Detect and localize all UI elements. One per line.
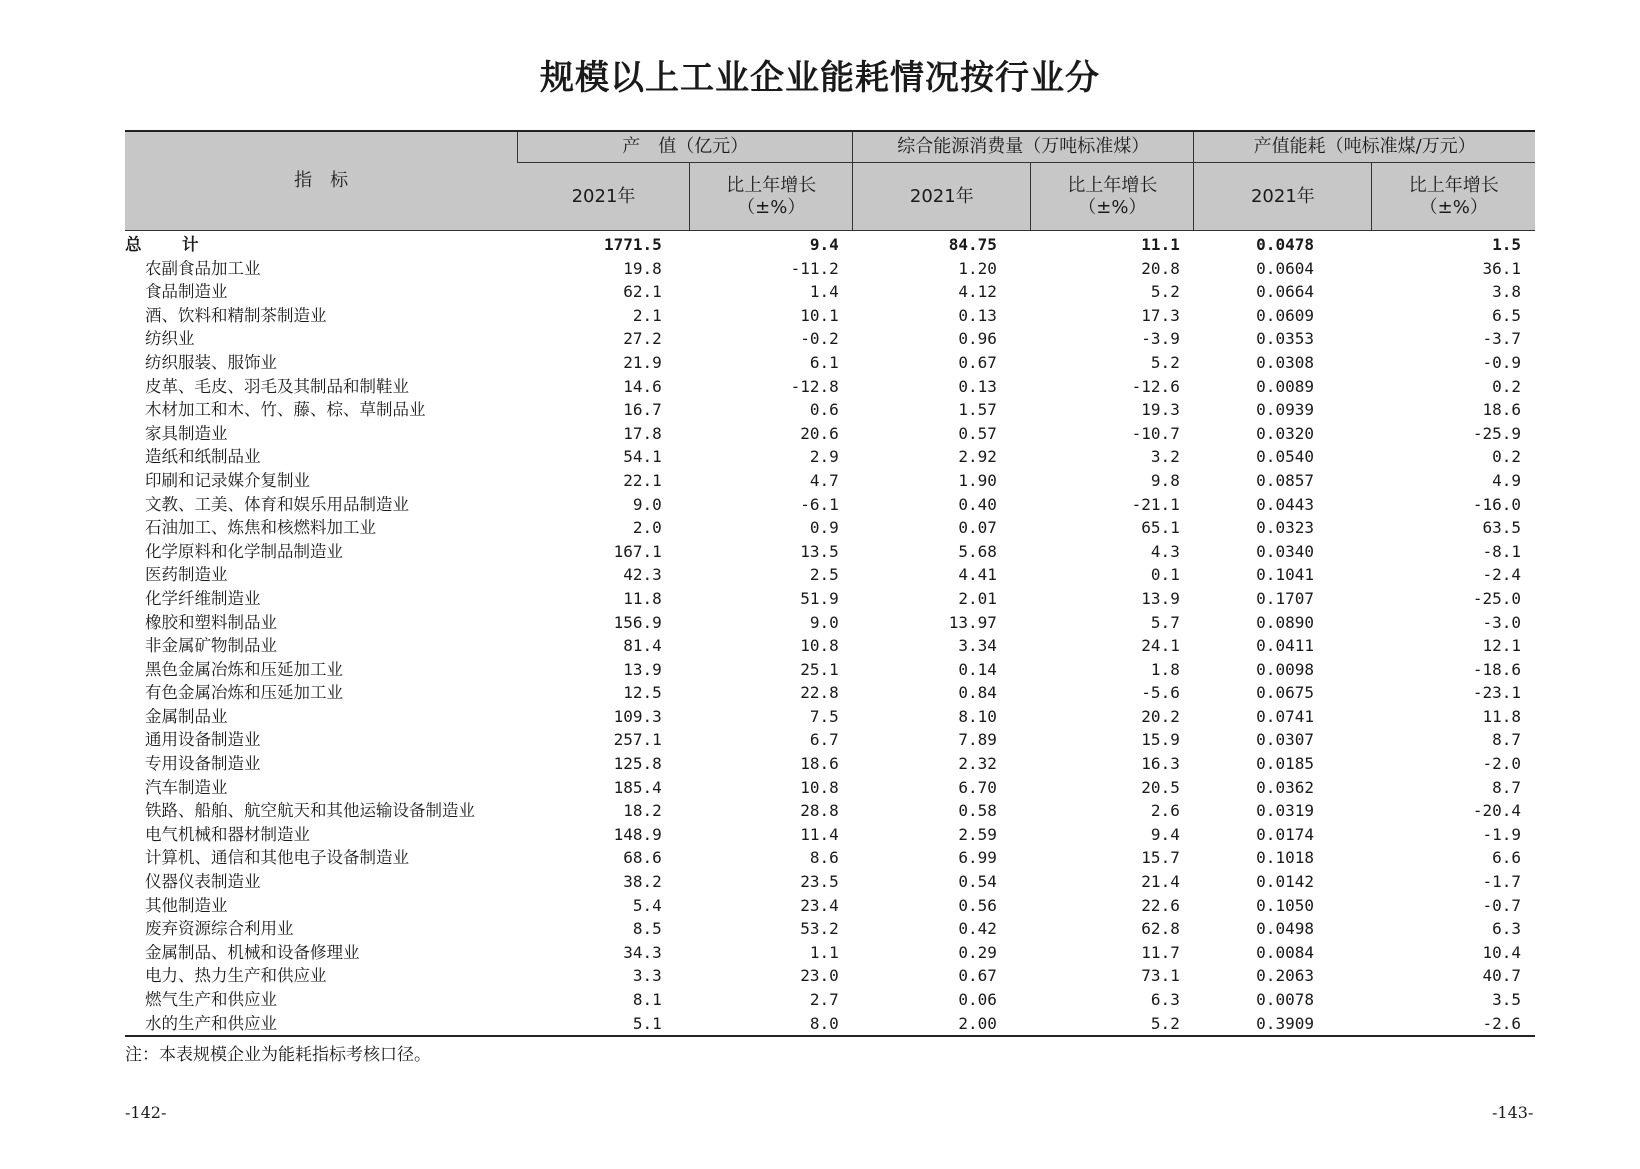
value-cell: 22.8 [800, 683, 839, 703]
value-cell: 6.3 [1492, 919, 1521, 939]
value-cell: 0.0498 [1256, 919, 1314, 939]
table-row [125, 587, 1535, 611]
value-cell: 0.67 [958, 352, 997, 372]
value-cell: 38.2 [623, 872, 662, 892]
table-row [125, 752, 1535, 776]
value-cell: -2.4 [1482, 565, 1521, 585]
value-cell: 36.1 [1482, 258, 1521, 278]
industry-name-cell: 计算机、通信和其他电子设备制造业 [145, 848, 409, 868]
value-cell: 0.0078 [1256, 990, 1314, 1009]
industry-name-cell: 金属制品、机械和设备修理业 [145, 942, 360, 962]
value-cell: 0.0609 [1256, 305, 1314, 325]
value-cell: 3.8 [1492, 282, 1521, 302]
value-cell: 4.12 [958, 282, 997, 302]
value-cell: 0.06 [958, 990, 997, 1009]
page-title: 规模以上工业企业能耗情况按行业分 [540, 58, 1100, 98]
table-row [125, 658, 1535, 682]
value-cell: 109.3 [613, 706, 662, 726]
value-cell: 1.8 [1150, 659, 1180, 679]
industry-name-cell: 燃气生产和供应业 [145, 990, 277, 1009]
value-cell: 0.0939 [1256, 400, 1314, 420]
value-cell: 125.8 [613, 754, 662, 774]
value-cell: 8.1 [632, 990, 662, 1009]
table-row [125, 280, 1535, 304]
value-cell: 2.92 [958, 447, 997, 467]
value-cell: 11.4 [800, 824, 839, 844]
value-cell: 0.0443 [1256, 494, 1314, 514]
industry-name-cell: 纺织服装、服饰业 [145, 352, 277, 372]
table-row [125, 823, 1535, 847]
value-cell: 5.2 [1150, 282, 1180, 302]
value-cell: -0.7 [1482, 895, 1521, 915]
table-row [125, 681, 1535, 705]
value-cell: 0.1041 [1256, 565, 1314, 585]
industry-name-cell: 印刷和记录媒介复制业 [145, 470, 310, 490]
value-cell: 16.3 [1141, 754, 1180, 774]
value-cell: 8.6 [809, 848, 839, 868]
table-row [125, 516, 1535, 540]
table-row [125, 705, 1535, 729]
value-cell: 2.00 [853, 1012, 1031, 1037]
industry-name-cell: 电气机械和器材制造业 [145, 824, 310, 844]
table-row [125, 776, 1535, 800]
industry-name-cell: 汽车制造业 [145, 777, 228, 797]
value-cell: 10.1 [800, 305, 839, 325]
value-cell: 8.0 [690, 1012, 853, 1037]
value-cell: -6.1 [800, 494, 839, 514]
value-cell: -12.8 [790, 376, 839, 396]
value-cell: -12.6 [1131, 376, 1180, 396]
industry-name-cell: 化学纤维制造业 [145, 588, 261, 608]
value-cell: 9.0 [809, 612, 839, 632]
value-cell: 54.1 [623, 447, 662, 467]
table-row [125, 257, 1535, 281]
value-cell: 2.01 [958, 588, 997, 608]
value-cell: -25.9 [1472, 423, 1521, 443]
header-growth: 比上年增长 （±%） [1372, 163, 1535, 231]
value-cell: 16.7 [623, 400, 662, 420]
value-cell: 6.6 [1492, 848, 1521, 868]
value-cell: 22.6 [1141, 895, 1180, 915]
value-cell: -10.7 [1131, 423, 1180, 443]
table-row [125, 351, 1535, 375]
value-cell: 84.75 [948, 235, 997, 254]
value-cell: -0.9 [1482, 352, 1521, 372]
industry-name-cell: 有色金属冶炼和压延加工业 [145, 683, 343, 703]
value-cell: 1.90 [958, 470, 997, 490]
industry-name-cell: 造纸和纸制品业 [145, 447, 261, 467]
value-cell: 5.4 [632, 895, 662, 915]
industry-name-cell: 废弃资源综合利用业 [145, 919, 294, 939]
value-cell: 3.34 [958, 636, 997, 656]
value-cell: 0.29 [958, 942, 997, 962]
table-row [125, 799, 1535, 823]
value-cell: 5.1 [518, 1012, 690, 1037]
industry-name-cell: 纺织业 [145, 329, 195, 349]
value-cell: 0.57 [958, 423, 997, 443]
industry-name-cell: 橡胶和塑料制品业 [145, 612, 277, 632]
value-cell: 0.0353 [1256, 329, 1314, 349]
value-cell: -2.0 [1482, 754, 1521, 774]
value-cell: 4.7 [809, 470, 839, 490]
value-cell: 0.56 [958, 895, 997, 915]
value-cell: 20.2 [1141, 706, 1180, 726]
value-cell: 0.0340 [1256, 541, 1314, 561]
industry-name-cell: 食品制造业 [145, 282, 228, 302]
value-cell: 6.1 [809, 352, 839, 372]
value-cell: 7.89 [958, 730, 997, 750]
value-cell: 65.1 [1141, 518, 1180, 538]
value-cell: 0.0307 [1256, 730, 1314, 750]
value-cell: 3.5 [1492, 990, 1521, 1009]
value-cell: 185.4 [613, 777, 662, 797]
value-cell: 2.1 [632, 305, 662, 325]
value-cell: 0.67 [958, 966, 997, 986]
value-cell: 18.2 [623, 801, 662, 821]
value-cell: 1.4 [809, 282, 839, 302]
page-number-left: -142- [125, 1103, 167, 1122]
industry-name-cell: 其他制造业 [145, 895, 228, 915]
value-cell: 167.1 [613, 541, 662, 561]
value-cell: 23.4 [800, 895, 839, 915]
value-cell: 4.3 [1150, 541, 1180, 561]
value-cell: 9.0 [632, 494, 662, 514]
value-cell: -16.0 [1472, 494, 1521, 514]
value-cell: 25.1 [800, 659, 839, 679]
value-cell: -3.7 [1482, 329, 1521, 349]
value-cell: 0.1050 [1256, 895, 1314, 915]
value-cell: -1.7 [1482, 872, 1521, 892]
industry-name-cell: 化学原料和化学制品制造业 [145, 541, 343, 561]
industry-name-cell: 家具制造业 [145, 423, 228, 443]
table-row [125, 988, 1535, 1012]
industry-name-cell: 铁路、船舶、航空航天和其他运输设备制造业 [145, 801, 475, 821]
value-cell: 0.9 [809, 518, 839, 538]
value-cell: 1771.5 [603, 235, 662, 254]
value-cell: 14.6 [623, 376, 662, 396]
energy-table [125, 130, 1535, 1037]
value-cell: 0.13 [958, 376, 997, 396]
value-cell: 6.5 [1492, 305, 1521, 325]
value-cell: 2.5 [809, 565, 839, 585]
value-cell: 0.0540 [1256, 447, 1314, 467]
value-cell: 51.9 [800, 588, 839, 608]
value-cell: 13.5 [800, 541, 839, 561]
value-cell: 0.0323 [1256, 518, 1314, 538]
value-cell: -1.9 [1482, 824, 1521, 844]
value-cell: -3.9 [1141, 329, 1180, 349]
value-cell: 0.0185 [1256, 754, 1314, 774]
value-cell: 6.70 [958, 777, 997, 797]
value-cell: 2.0 [632, 518, 662, 538]
table-row [125, 445, 1535, 469]
value-cell: 0.0411 [1256, 636, 1314, 656]
value-cell: 0.54 [958, 872, 997, 892]
value-cell: 10.8 [800, 777, 839, 797]
value-cell: 28.8 [800, 801, 839, 821]
value-cell: -20.4 [1472, 801, 1521, 821]
industry-name-cell: 电力、热力生产和供应业 [145, 966, 327, 986]
value-cell: 42.3 [623, 565, 662, 585]
value-cell: 68.6 [623, 848, 662, 868]
table-row [125, 540, 1535, 564]
value-cell: 2.6 [1150, 801, 1180, 821]
value-cell: 18.6 [800, 754, 839, 774]
value-cell: 11.7 [1141, 942, 1180, 962]
value-cell: 148.9 [613, 824, 662, 844]
industry-name-cell: 通用设备制造业 [145, 730, 261, 750]
value-cell: 5.2 [1031, 1012, 1194, 1037]
industry-name-cell: 酒、饮料和精制茶制造业 [145, 305, 327, 325]
table-row [125, 493, 1535, 517]
value-cell: 0.0320 [1256, 423, 1314, 443]
value-cell: 0.58 [958, 801, 997, 821]
value-cell: 1.57 [958, 400, 997, 420]
value-cell: 11.1 [1141, 235, 1180, 254]
value-cell: 5.7 [1150, 612, 1180, 632]
value-cell: 9.4 [1150, 824, 1180, 844]
value-cell: 20.8 [1141, 258, 1180, 278]
value-cell: 1.1 [809, 942, 839, 962]
value-cell: 62.1 [623, 282, 662, 302]
value-cell: 53.2 [800, 919, 839, 939]
value-cell: 0.0604 [1256, 258, 1314, 278]
table-row [125, 634, 1535, 658]
value-cell: 0.0857 [1256, 470, 1314, 490]
table-row [125, 469, 1535, 493]
industry-name-cell: 皮革、毛皮、羽毛及其制品和制鞋业 [145, 376, 409, 396]
value-cell: 3.2 [1150, 447, 1180, 467]
table-row [125, 941, 1535, 965]
industry-name-cell: 黑色金属冶炼和压延加工业 [145, 659, 343, 679]
table-row [125, 611, 1535, 635]
value-cell: -11.2 [790, 258, 839, 278]
value-cell: 10.4 [1482, 942, 1521, 962]
value-cell: 0.42 [958, 919, 997, 939]
total-row [125, 231, 1535, 257]
value-cell: 8.5 [632, 919, 662, 939]
industry-name-cell: 总 计 [125, 235, 211, 254]
value-cell: -21.1 [1131, 494, 1180, 514]
value-cell: 0.0890 [1256, 612, 1314, 632]
value-cell: 0.0098 [1256, 659, 1314, 679]
header-energy-intensity: 产值能耗（吨标准煤/万元） [1194, 131, 1535, 163]
value-cell: 0.0089 [1256, 376, 1314, 396]
header-growth: 比上年增长 （±%） [690, 163, 853, 231]
header-output-value: 产 值（亿元） [518, 131, 853, 163]
value-cell: -0.2 [800, 329, 839, 349]
value-cell: 2.32 [958, 754, 997, 774]
value-cell: 15.9 [1141, 730, 1180, 750]
header-energy-consumption: 综合能源消费量（万吨标准煤） [853, 131, 1194, 163]
value-cell: -25.0 [1472, 588, 1521, 608]
value-cell: 13.9 [1141, 588, 1180, 608]
value-cell: 10.8 [800, 636, 839, 656]
value-cell: 81.4 [623, 636, 662, 656]
value-cell: 1.20 [958, 258, 997, 278]
value-cell: 0.0084 [1256, 942, 1314, 962]
industry-name-cell: 文教、工美、体育和娱乐用品制造业 [145, 494, 409, 514]
table-row [125, 964, 1535, 988]
table-body [125, 231, 1535, 1037]
value-cell: 257.1 [613, 730, 662, 750]
value-cell: 73.1 [1141, 966, 1180, 986]
table-row [125, 917, 1535, 941]
industry-name-cell: 石油加工、炼焦和核燃料加工业 [145, 518, 376, 538]
value-cell: 0.0308 [1256, 352, 1314, 372]
value-cell: 23.0 [800, 966, 839, 986]
value-cell: 9.4 [809, 235, 839, 254]
value-cell: 4.41 [958, 565, 997, 585]
value-cell: 62.8 [1141, 919, 1180, 939]
table-row [125, 422, 1535, 446]
value-cell: 0.3909 [1194, 1012, 1372, 1037]
value-cell: 13.9 [623, 659, 662, 679]
value-cell: 0.0675 [1256, 683, 1314, 703]
value-cell: 11.8 [623, 588, 662, 608]
value-cell: 6.7 [809, 730, 839, 750]
value-cell: 27.2 [623, 329, 662, 349]
industry-name-cell: 木材加工和木、竹、藤、棕、草制品业 [145, 400, 426, 420]
value-cell: 0.2063 [1256, 966, 1314, 986]
value-cell: 13.97 [948, 612, 997, 632]
value-cell: 12.1 [1482, 636, 1521, 656]
value-cell: 3.3 [632, 966, 662, 986]
value-cell: 20.6 [800, 423, 839, 443]
value-cell: 12.5 [623, 683, 662, 703]
value-cell: 0.0319 [1256, 801, 1314, 821]
value-cell: 2.59 [958, 824, 997, 844]
value-cell: 0.13 [958, 305, 997, 325]
value-cell: 15.7 [1141, 848, 1180, 868]
value-cell: 6.99 [958, 848, 997, 868]
value-cell: 20.5 [1141, 777, 1180, 797]
table-row [125, 1012, 1535, 1037]
table-row [125, 327, 1535, 351]
footnote: 注：本表规模企业为能耗指标考核口径。 [125, 1045, 431, 1065]
value-cell: 19.8 [623, 258, 662, 278]
header-growth: 比上年增长 （±%） [1031, 163, 1194, 231]
value-cell: 5.2 [1150, 352, 1180, 372]
table-row [125, 563, 1535, 587]
value-cell: 9.8 [1150, 470, 1180, 490]
value-cell: 4.9 [1492, 470, 1521, 490]
value-cell: 0.0142 [1256, 872, 1314, 892]
value-cell: 0.84 [958, 683, 997, 703]
industry-name-cell: 仪器仪表制造业 [145, 872, 261, 892]
value-cell: 0.1707 [1256, 588, 1314, 608]
value-cell: 6.3 [1150, 990, 1180, 1009]
value-cell: 63.5 [1482, 518, 1521, 538]
page-number-right: -143- [1492, 1103, 1534, 1122]
industry-name-cell: 水的生产和供应业 [125, 1012, 518, 1037]
industry-name-cell: 农副食品加工业 [145, 258, 261, 278]
value-cell: 17.3 [1141, 305, 1180, 325]
table-row [125, 398, 1535, 422]
value-cell: 0.0478 [1256, 235, 1314, 254]
header-indicator: 指 标 [125, 131, 518, 231]
table-row [125, 870, 1535, 894]
value-cell: 0.14 [958, 659, 997, 679]
value-cell: -3.0 [1482, 612, 1521, 632]
header-year: 2021年 [1194, 163, 1372, 231]
value-cell: 0.2 [1492, 447, 1521, 467]
value-cell: 11.8 [1482, 706, 1521, 726]
value-cell: 1.5 [1492, 235, 1521, 254]
value-cell: 0.40 [958, 494, 997, 514]
value-cell: 23.5 [800, 872, 839, 892]
value-cell: 0.0362 [1256, 777, 1314, 797]
value-cell: 0.07 [958, 518, 997, 538]
value-cell: 0.1018 [1256, 848, 1314, 868]
value-cell: 0.0664 [1256, 282, 1314, 302]
value-cell: 0.0741 [1256, 706, 1314, 726]
value-cell: 8.7 [1492, 777, 1521, 797]
value-cell: -5.6 [1141, 683, 1180, 703]
header-year: 2021年 [518, 163, 690, 231]
table-row [125, 728, 1535, 752]
value-cell: 24.1 [1141, 636, 1180, 656]
value-cell: 17.8 [623, 423, 662, 443]
table-row [125, 375, 1535, 399]
value-cell: 2.7 [809, 990, 839, 1009]
value-cell: 7.5 [809, 706, 839, 726]
value-cell: 21.4 [1141, 872, 1180, 892]
header-year: 2021年 [853, 163, 1031, 231]
value-cell: 40.7 [1482, 966, 1521, 986]
industry-name-cell: 医药制造业 [145, 565, 228, 585]
value-cell: 0.6 [809, 400, 839, 420]
industry-name-cell: 金属制品业 [145, 706, 228, 726]
value-cell: 0.0174 [1256, 824, 1314, 844]
value-cell: 8.10 [958, 706, 997, 726]
value-cell: 0.2 [1492, 376, 1521, 396]
industry-name-cell: 非金属矿物制品业 [145, 636, 277, 656]
value-cell: -18.6 [1472, 659, 1521, 679]
value-cell: 5.68 [958, 541, 997, 561]
value-cell: -8.1 [1482, 541, 1521, 561]
value-cell: 2.9 [809, 447, 839, 467]
value-cell: 21.9 [623, 352, 662, 372]
table-row [125, 304, 1535, 328]
value-cell: 18.6 [1482, 400, 1521, 420]
value-cell: 8.7 [1492, 730, 1521, 750]
table-row [125, 894, 1535, 918]
table-row [125, 846, 1535, 870]
value-cell: -2.6 [1372, 1012, 1535, 1037]
value-cell: 0.96 [958, 329, 997, 349]
value-cell: 22.1 [623, 470, 662, 490]
value-cell: 34.3 [623, 942, 662, 962]
value-cell: 19.3 [1141, 400, 1180, 420]
value-cell: 156.9 [613, 612, 662, 632]
value-cell: 0.1 [1150, 565, 1180, 585]
industry-name-cell: 专用设备制造业 [145, 754, 261, 774]
value-cell: -23.1 [1472, 683, 1521, 703]
